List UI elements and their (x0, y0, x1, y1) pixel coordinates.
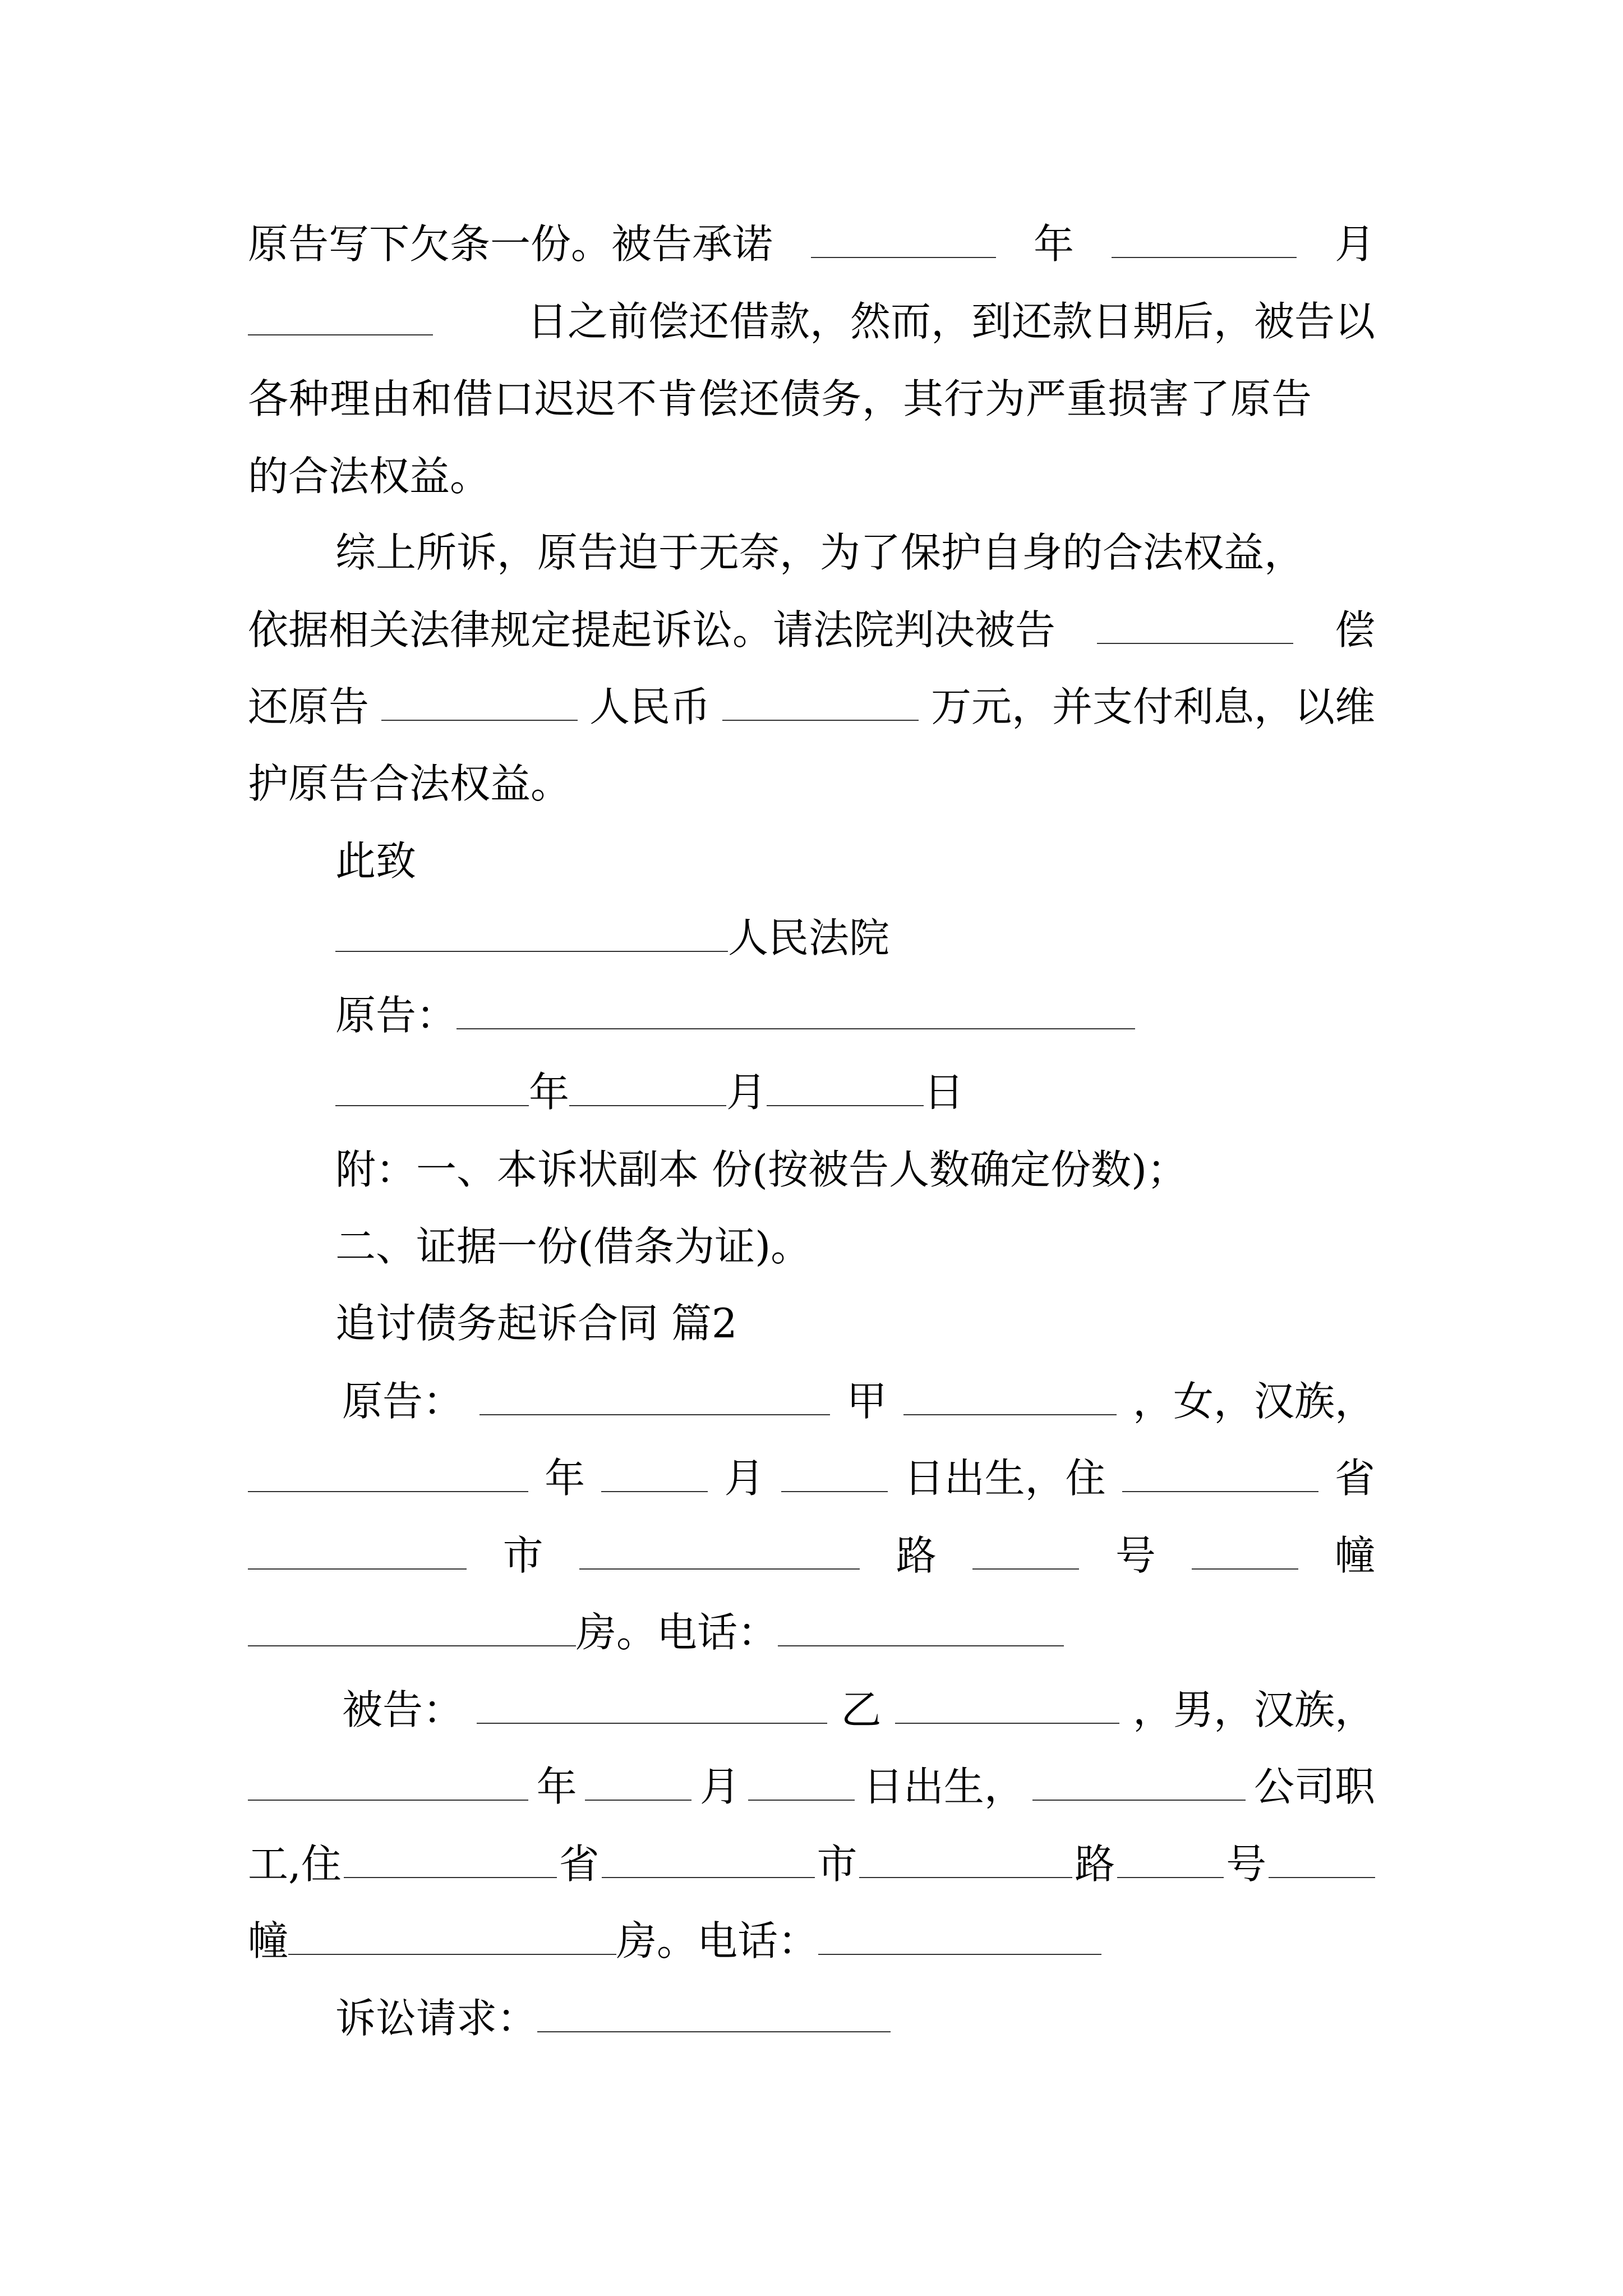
text: 号 (1115, 1532, 1156, 1579)
blank-phone[interactable] (778, 1606, 1064, 1646)
blank-d-building[interactable] (1269, 1838, 1375, 1878)
text: 房。电话： (616, 1917, 819, 1964)
closing-plaintiff-line (335, 984, 1375, 1046)
blank-d-birth-day[interactable] (748, 1760, 855, 1801)
plaintiff-label: 原告： (335, 992, 457, 1039)
blank-d-birth-month[interactable] (585, 1760, 691, 1801)
text: 工,住 (248, 1841, 342, 1888)
p1-line-2 (248, 291, 1375, 352)
blank-d-province[interactable] (344, 1838, 557, 1878)
text: 日出生，住 (903, 1455, 1106, 1502)
blank-court-name[interactable] (335, 912, 728, 952)
blank-date-year[interactable] (335, 1066, 529, 1106)
blank-month[interactable] (1112, 218, 1297, 258)
blank-defendant[interactable] (1097, 604, 1293, 644)
blank-date-month[interactable] (569, 1066, 726, 1106)
text: 还原告 (248, 683, 370, 730)
text: 路 (1075, 1841, 1115, 1888)
court-label: 人民法院 (728, 914, 890, 961)
blank-d-phone[interactable] (818, 1915, 1101, 1955)
text: 号 (1226, 1841, 1267, 1888)
text: 甲 (846, 1378, 887, 1425)
blank-company[interactable] (1032, 1760, 1246, 1801)
blank-building[interactable] (1192, 1529, 1298, 1570)
blank-plaintiff[interactable] (381, 680, 578, 721)
blank-claims[interactable] (537, 1992, 891, 2032)
blank-birth-year[interactable] (248, 1452, 528, 1492)
text: 市 (817, 1841, 857, 1888)
blank-room[interactable] (248, 1606, 576, 1646)
blank-d-number[interactable] (1117, 1838, 1224, 1878)
s2-plaintiff-line-3 (248, 1525, 1375, 1586)
text: 房。电话： (576, 1609, 778, 1656)
blank-road[interactable] (579, 1529, 860, 1570)
blank-city[interactable] (248, 1529, 467, 1570)
text: 幢 (1334, 1532, 1375, 1579)
text: 月 (726, 1069, 767, 1116)
text: 年 (536, 1763, 577, 1810)
p1-line-4: 的合法权益。 (248, 453, 491, 500)
blank-number[interactable] (972, 1529, 1079, 1570)
text: 乙 (841, 1686, 882, 1733)
blank-d-road[interactable] (859, 1838, 1072, 1878)
blank-year[interactable] (811, 218, 996, 258)
blank-plaintiff-name[interactable] (479, 1375, 830, 1415)
text: 原告写下欠条一份。被告承诺 (248, 220, 773, 268)
text: 年 (545, 1455, 585, 1502)
p2-line-2 (248, 599, 1375, 661)
blank-d-room[interactable] (288, 1915, 616, 1955)
s2-plaintiff-line-1 (342, 1370, 1375, 1432)
text: 偿 (1334, 606, 1375, 654)
text: 幢 (248, 1917, 289, 1964)
text: 月 (724, 1455, 765, 1502)
blank-date-day[interactable] (767, 1066, 924, 1106)
text: 公司职 (1253, 1763, 1375, 1810)
claims-label: 诉讼请求： (335, 1995, 538, 2042)
claims-line (335, 1987, 1375, 2049)
text: 月 (699, 1763, 740, 1810)
text: 省 (559, 1841, 600, 1888)
s2-plaintiff-line-2 (248, 1447, 1375, 1509)
p2-line-1: 综上所诉，原告迫于无奈，为了保护自身的合法权益， (335, 529, 1305, 576)
text: 依据相关法律规定提起诉讼。请法院判决被告 (248, 606, 1056, 654)
blank-defendant-name-2[interactable] (895, 1683, 1119, 1724)
blank-province[interactable] (1122, 1452, 1318, 1492)
text: 市 (502, 1532, 543, 1579)
text: 原告： (342, 1378, 464, 1425)
p1-line-3: 各种理由和借口迟迟不肯偿还债务，其行为严重损害了原告 (248, 375, 1313, 422)
p2-line-4: 护原告合法权益。 (248, 760, 571, 807)
text: 年 (529, 1069, 570, 1116)
blank-plaintiff-name-2[interactable] (903, 1375, 1117, 1415)
text: 万元，并支付利息，以维 (930, 683, 1375, 730)
blank-day[interactable] (248, 295, 433, 335)
blank-plaintiff-signature[interactable] (457, 989, 1135, 1029)
text: 日之前偿还借款，然而，到还款日期后，被告以 (527, 298, 1375, 345)
blank-birth-day[interactable] (781, 1452, 888, 1492)
text: 人民币 (589, 683, 711, 730)
attachment-1: 附：一、本诉状副本 份(按被告人数确定份数)； (335, 1146, 1188, 1193)
text: ，女，汉族， (1132, 1378, 1375, 1425)
blank-birth-month[interactable] (601, 1452, 708, 1492)
blank-d-city[interactable] (602, 1838, 815, 1878)
text: 月 (1334, 220, 1375, 268)
closing-court-line (335, 907, 1375, 969)
blank-amount[interactable] (722, 680, 919, 721)
blank-d-birth-year[interactable] (248, 1760, 528, 1801)
text: 日出生， (863, 1763, 1025, 1810)
closing-cizhi: 此致 (335, 838, 417, 885)
text: 路 (896, 1532, 937, 1579)
closing-date-line (335, 1061, 1375, 1123)
attachment-2: 二、证据一份(借条为证)。 (335, 1223, 811, 1270)
s2-defendant-line-2 (248, 1756, 1375, 1818)
text: 省 (1334, 1455, 1375, 1502)
text: 年 (1033, 220, 1074, 268)
s2-defendant-line-3 (248, 1833, 1375, 1895)
section-title: 追讨债务起诉合同 篇2 (335, 1300, 737, 1347)
text: ，男，汉族， (1132, 1686, 1375, 1733)
text: 日 (924, 1069, 965, 1116)
p1-line-1 (248, 213, 1375, 275)
s2-defendant-line-1 (342, 1679, 1375, 1741)
p2-line-3 (248, 676, 1375, 738)
text: 被告： (342, 1686, 464, 1733)
blank-defendant-name[interactable] (477, 1683, 827, 1724)
s2-defendant-line-4 (248, 1910, 1375, 1972)
s2-plaintiff-line-4 (248, 1602, 1375, 1663)
